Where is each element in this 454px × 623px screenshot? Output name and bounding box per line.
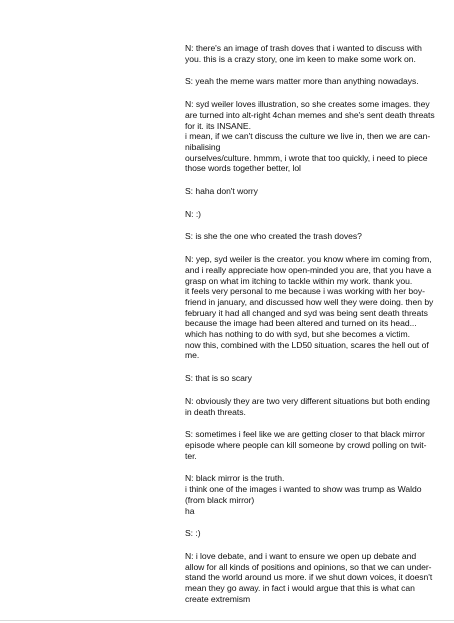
text-line: friend in january, and discussed how well they were doing. then by <box>185 296 434 307</box>
text-line: S: sometimes i feel like we are getting closer to that black mirror <box>185 429 425 440</box>
text-line: february it had all changed and syd was being sent death threats <box>185 307 428 318</box>
text-line: N: black mirror is the truth. <box>185 473 285 484</box>
paragraph-3 <box>185 99 441 174</box>
text-line: N: obviously they are two very different situations but both ending <box>185 395 430 406</box>
text-line: S: that is so scary <box>185 373 252 384</box>
text-line: episode where people can kill someone by crowd polling on twit- <box>185 439 427 450</box>
text-line: nibalising <box>185 141 221 152</box>
paragraph-8 <box>185 373 441 384</box>
text-line: are turned into alt-right 4chan memes and she's sent death threats <box>185 109 435 120</box>
text-line: stand the world around us more. if we shut down voices, it doesn't <box>185 572 433 583</box>
paragraph-13 <box>185 551 441 605</box>
text-line: N: yep, syd weiler is the creator. you know where im coming from, <box>185 254 432 265</box>
paragraph-4 <box>185 186 441 197</box>
text-line: allow for all kinds of positions and opinions, so that we can under- <box>185 561 432 572</box>
paragraph-11 <box>185 473 441 516</box>
text-line: i mean, if we can't discuss the culture we live in, then we are can- <box>185 131 431 142</box>
text-line: me. <box>185 350 200 361</box>
text-line: (from black mirror) <box>185 494 255 505</box>
paragraph-1 <box>185 43 441 64</box>
paragraph-12 <box>185 528 441 539</box>
paragraph-5 <box>185 209 441 220</box>
text-line: N: :) <box>185 208 201 219</box>
text-line: create extremism <box>185 593 251 604</box>
conversation-text <box>185 43 441 616</box>
text-line: N: syd weiler loves illustration, so she creates some images. they <box>185 99 430 110</box>
text-line: ter. <box>185 450 197 461</box>
text-line: mean they go away. in fact i would argue that this is what can <box>185 583 415 594</box>
paragraph-7 <box>185 254 441 361</box>
text-line: for it. its INSANE. <box>185 120 251 131</box>
text-line: S: haha don't worry <box>185 186 258 197</box>
paragraph-9 <box>185 396 441 417</box>
text-line: it feels very personal to me because i was working with her boy- <box>185 286 425 297</box>
text-line: which has nothing to do with syd, but she becomes a victim. <box>185 329 410 340</box>
text-line: N: i love debate, and i want to ensure we open up debate and <box>185 550 417 561</box>
text-line: ha <box>185 505 195 516</box>
text-line: and i really appreciate how open-minded you are, that you have a <box>185 264 432 275</box>
text-line: N: there's an image of trash doves that i wanted to discuss with <box>185 43 422 53</box>
text-line: because the image had been altered and turned on its head... <box>185 318 417 329</box>
text-line: ourselves/culture. hmmm, i wrote that too quickly, i need to piece <box>185 152 428 163</box>
paragraph-6 <box>185 231 441 242</box>
text-line: grasp on what im itching to tackle within my work. thank you. <box>185 275 413 286</box>
text-line: in death threats. <box>185 406 246 417</box>
text-line: now this, combined with the LD50 situation, scares the hell out of <box>185 339 429 350</box>
text-line: S: yeah the meme wars matter more than anything nowadays. <box>185 76 419 87</box>
text-line: S: :) <box>185 528 201 539</box>
text-line: S: is she the one who created the trash doves? <box>185 231 362 242</box>
text-line: those words together better, lol <box>185 163 301 174</box>
text-line: i think one of the images i wanted to show was trump as Waldo <box>185 484 422 495</box>
page-bottom-divider <box>0 620 454 621</box>
paragraph-2 <box>185 76 441 87</box>
paragraph-10 <box>185 429 441 461</box>
text-line: you. this is a crazy story, one im keen to make some work on. <box>185 53 416 64</box>
